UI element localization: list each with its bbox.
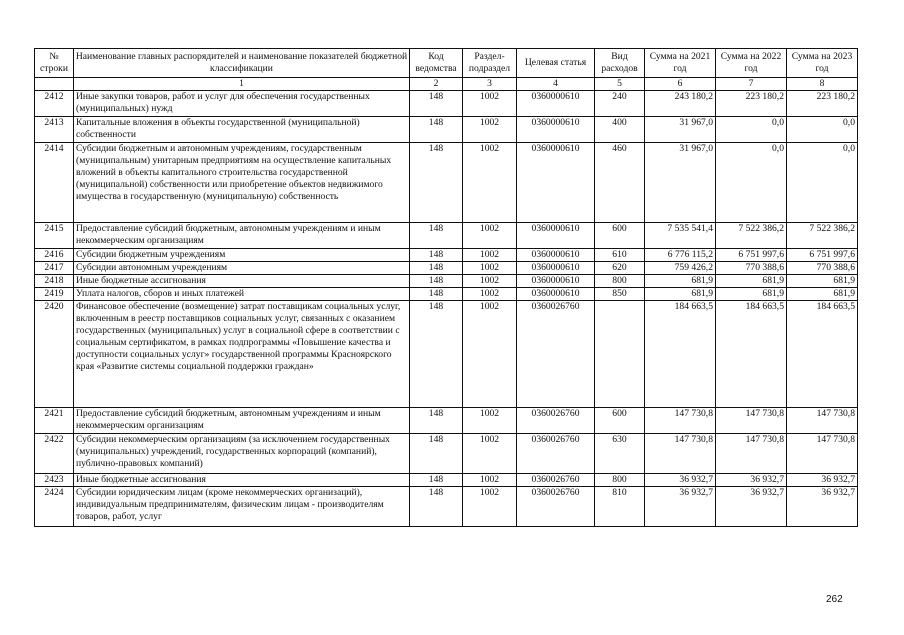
row-name-cell: Иные бюджетные ассигнования bbox=[74, 474, 410, 487]
table-body bbox=[35, 91, 858, 527]
department-code-cell: 148 bbox=[410, 223, 463, 249]
row-number-cell: 2422 bbox=[35, 434, 74, 474]
column-number-row bbox=[35, 78, 858, 91]
budget-table bbox=[34, 48, 858, 527]
header-name: Наименование главных распорядителей и наименование показателей бюджетной классификации bbox=[74, 49, 410, 78]
row-name-cell: Субсидии некоммерческим организациям (за исключением государственных (муниципальных) учреждений, государственных корпораций (компаний), публично-правовых компаний) bbox=[74, 434, 410, 474]
department-code-cell: 148 bbox=[410, 301, 463, 408]
sum-2022-cell: 147 730,8 bbox=[716, 408, 787, 434]
sum-2023-cell: 147 730,8 bbox=[787, 434, 858, 474]
sum-2021-cell: 7 535 541,4 bbox=[645, 223, 716, 249]
section-cell: 1002 bbox=[463, 487, 517, 527]
sum-2022-cell: 184 663,5 bbox=[716, 301, 787, 408]
target-article-cell: 0360026760 bbox=[517, 434, 595, 474]
table-row bbox=[35, 487, 858, 527]
table-header bbox=[35, 49, 858, 91]
table-row bbox=[35, 301, 858, 408]
column-number: 6 bbox=[645, 78, 716, 91]
row-name-cell: Иные закупки товаров, работ и услуг для обеспечения государственных (муниципальных) нужд bbox=[74, 91, 410, 117]
expense-type-cell: 600 bbox=[595, 223, 645, 249]
row-name-cell: Субсидии юридическим лицам (кроме некоммерческих организаций), индивидуальным предпринимателям, физическим лицам - производителям товаров, работ, услуг bbox=[74, 487, 410, 527]
sum-2023-cell: 36 932,7 bbox=[787, 487, 858, 527]
sum-2021-cell: 147 730,8 bbox=[645, 434, 716, 474]
sum-2021-cell: 681,9 bbox=[645, 288, 716, 301]
table-row bbox=[35, 434, 858, 474]
row-number-cell: 2424 bbox=[35, 487, 74, 527]
target-article-cell: 0360026760 bbox=[517, 301, 595, 408]
header-sum-2022: Сумма на 2022 год bbox=[716, 49, 787, 78]
sum-2023-cell: 770 388,6 bbox=[787, 262, 858, 275]
target-article-cell: 0360000610 bbox=[517, 288, 595, 301]
target-article-cell: 0360026760 bbox=[517, 487, 595, 527]
department-code-cell: 148 bbox=[410, 288, 463, 301]
column-number: 3 bbox=[463, 78, 517, 91]
expense-type-cell: 460 bbox=[595, 143, 645, 223]
sum-2023-cell: 0,0 bbox=[787, 117, 858, 143]
department-code-cell: 148 bbox=[410, 434, 463, 474]
row-number-cell: 2415 bbox=[35, 223, 74, 249]
section-cell: 1002 bbox=[463, 249, 517, 262]
header-target-article: Целевая статья bbox=[517, 49, 595, 78]
table-row bbox=[35, 143, 858, 223]
page-number: 262 bbox=[826, 594, 843, 605]
row-number-cell: 2418 bbox=[35, 275, 74, 288]
row-name-cell: Субсидии автономным учреждениям bbox=[74, 262, 410, 275]
header-section: Раздел-подраздел bbox=[463, 49, 517, 78]
expense-type-cell: 810 bbox=[595, 487, 645, 527]
expense-type-cell: 240 bbox=[595, 91, 645, 117]
sum-2022-cell: 36 932,7 bbox=[716, 487, 787, 527]
target-article-cell: 0360026760 bbox=[517, 408, 595, 434]
header-expense-type: Вид расходов bbox=[595, 49, 645, 78]
table-row bbox=[35, 474, 858, 487]
target-article-cell: 0360000610 bbox=[517, 117, 595, 143]
sum-2022-cell: 0,0 bbox=[716, 117, 787, 143]
expense-type-cell: 630 bbox=[595, 434, 645, 474]
sum-2023-cell: 681,9 bbox=[787, 275, 858, 288]
expense-type-cell: 800 bbox=[595, 275, 645, 288]
row-name-cell: Капитальные вложения в объекты государственной (муниципальной) собственности bbox=[74, 117, 410, 143]
section-cell: 1002 bbox=[463, 143, 517, 223]
sum-2021-cell: 147 730,8 bbox=[645, 408, 716, 434]
table-row bbox=[35, 288, 858, 301]
row-number-cell: 2412 bbox=[35, 91, 74, 117]
sum-2021-cell: 31 967,0 bbox=[645, 117, 716, 143]
section-cell: 1002 bbox=[463, 301, 517, 408]
row-name-cell: Иные бюджетные ассигнования bbox=[74, 275, 410, 288]
sum-2022-cell: 147 730,8 bbox=[716, 434, 787, 474]
row-number-cell: 2416 bbox=[35, 249, 74, 262]
column-number: 7 bbox=[716, 78, 787, 91]
section-cell: 1002 bbox=[463, 474, 517, 487]
table-row bbox=[35, 91, 858, 117]
sum-2021-cell: 184 663,5 bbox=[645, 301, 716, 408]
row-name-cell: Уплата налогов, сборов и иных платежей bbox=[74, 288, 410, 301]
sum-2023-cell: 147 730,8 bbox=[787, 408, 858, 434]
sum-2022-cell: 223 180,2 bbox=[716, 91, 787, 117]
section-cell: 1002 bbox=[463, 434, 517, 474]
row-number-cell: 2420 bbox=[35, 301, 74, 408]
column-number: 8 bbox=[787, 78, 858, 91]
row-name-cell: Субсидии бюджетным учреждениям bbox=[74, 249, 410, 262]
sum-2023-cell: 7 522 386,2 bbox=[787, 223, 858, 249]
table-row bbox=[35, 223, 858, 249]
target-article-cell: 0360000610 bbox=[517, 262, 595, 275]
target-article-cell: 0360000610 bbox=[517, 275, 595, 288]
row-name-cell: Предоставление субсидий бюджетным, автономным учреждениям и иным некоммерческим организациям bbox=[74, 223, 410, 249]
target-article-cell: 0360000610 bbox=[517, 143, 595, 223]
section-cell: 1002 bbox=[463, 408, 517, 434]
table-row bbox=[35, 249, 858, 262]
column-number: 5 bbox=[595, 78, 645, 91]
sum-2021-cell: 681,9 bbox=[645, 275, 716, 288]
sum-2022-cell: 681,9 bbox=[716, 275, 787, 288]
row-name-cell: Финансовое обеспечение (возмещение) затрат поставщикам социальных услуг, включенным в реестр поставщиков социальных услуг, связанных с оказанием государственных (муниципальных) услуг в социальной сфере в соответствии с социальным сертификатом, в рамках подпрограммы «Повышение качества и доступности социальных услуг» государственной программы Красноярского края «Развитие системы социальной поддержки граждан» bbox=[74, 301, 410, 408]
row-name-cell: Предоставление субсидий бюджетным, автономным учреждениям и иным некоммерческим организациям bbox=[74, 408, 410, 434]
section-cell: 1002 bbox=[463, 288, 517, 301]
sum-2021-cell: 31 967,0 bbox=[645, 143, 716, 223]
row-number-cell: 2423 bbox=[35, 474, 74, 487]
column-number bbox=[35, 78, 74, 91]
sum-2021-cell: 36 932,7 bbox=[645, 487, 716, 527]
header-department-code: Код ведомства bbox=[410, 49, 463, 78]
header-sum-2023: Сумма на 2023 год bbox=[787, 49, 858, 78]
header-sum-2021: Сумма на 2021 год bbox=[645, 49, 716, 78]
sum-2023-cell: 184 663,5 bbox=[787, 301, 858, 408]
sum-2021-cell: 6 776 115,2 bbox=[645, 249, 716, 262]
expense-type-cell bbox=[595, 301, 645, 408]
sum-2022-cell: 7 522 386,2 bbox=[716, 223, 787, 249]
section-cell: 1002 bbox=[463, 223, 517, 249]
row-number-cell: 2413 bbox=[35, 117, 74, 143]
section-cell: 1002 bbox=[463, 117, 517, 143]
department-code-cell: 148 bbox=[410, 249, 463, 262]
sum-2023-cell: 6 751 997,6 bbox=[787, 249, 858, 262]
sum-2021-cell: 36 932,7 bbox=[645, 474, 716, 487]
section-cell: 1002 bbox=[463, 91, 517, 117]
department-code-cell: 148 bbox=[410, 262, 463, 275]
sum-2022-cell: 6 751 997,6 bbox=[716, 249, 787, 262]
sum-2022-cell: 36 932,7 bbox=[716, 474, 787, 487]
target-article-cell: 0360000610 bbox=[517, 91, 595, 117]
expense-type-cell: 800 bbox=[595, 474, 645, 487]
sum-2022-cell: 681,9 bbox=[716, 288, 787, 301]
column-number: 2 bbox=[410, 78, 463, 91]
department-code-cell: 148 bbox=[410, 143, 463, 223]
expense-type-cell: 600 bbox=[595, 408, 645, 434]
expense-type-cell: 400 bbox=[595, 117, 645, 143]
table-row bbox=[35, 117, 858, 143]
row-name-cell: Субсидии бюджетным и автономным учреждениям, государственным (муниципальным) унитарным предприятиям на осуществление капитальных вложений в объекты капитального строительства государственной (муниципальной) собственности или приобретение объектов недвижимого имущества в государственную (муниципальную) собственность bbox=[74, 143, 410, 223]
expense-type-cell: 620 bbox=[595, 262, 645, 275]
row-number-cell: 2414 bbox=[35, 143, 74, 223]
sum-2021-cell: 243 180,2 bbox=[645, 91, 716, 117]
section-cell: 1002 bbox=[463, 262, 517, 275]
table-row bbox=[35, 408, 858, 434]
department-code-cell: 148 bbox=[410, 474, 463, 487]
table-row bbox=[35, 262, 858, 275]
department-code-cell: 148 bbox=[410, 487, 463, 527]
sum-2023-cell: 223 180,2 bbox=[787, 91, 858, 117]
target-article-cell: 0360000610 bbox=[517, 249, 595, 262]
sum-2023-cell: 0,0 bbox=[787, 143, 858, 223]
column-number: 1 bbox=[74, 78, 410, 91]
expense-type-cell: 850 bbox=[595, 288, 645, 301]
sum-2021-cell: 759 426,2 bbox=[645, 262, 716, 275]
row-number-cell: 2419 bbox=[35, 288, 74, 301]
department-code-cell: 148 bbox=[410, 408, 463, 434]
sum-2022-cell: 770 388,6 bbox=[716, 262, 787, 275]
section-cell: 1002 bbox=[463, 275, 517, 288]
sum-2022-cell: 0,0 bbox=[716, 143, 787, 223]
target-article-cell: 0360026760 bbox=[517, 474, 595, 487]
table-row bbox=[35, 275, 858, 288]
header-row-number: № строки bbox=[35, 49, 74, 78]
target-article-cell: 0360000610 bbox=[517, 223, 595, 249]
department-code-cell: 148 bbox=[410, 117, 463, 143]
row-number-cell: 2417 bbox=[35, 262, 74, 275]
department-code-cell: 148 bbox=[410, 275, 463, 288]
row-number-cell: 2421 bbox=[35, 408, 74, 434]
department-code-cell: 148 bbox=[410, 91, 463, 117]
expense-type-cell: 610 bbox=[595, 249, 645, 262]
column-number: 4 bbox=[517, 78, 595, 91]
sum-2023-cell: 36 932,7 bbox=[787, 474, 858, 487]
sum-2023-cell: 681,9 bbox=[787, 288, 858, 301]
